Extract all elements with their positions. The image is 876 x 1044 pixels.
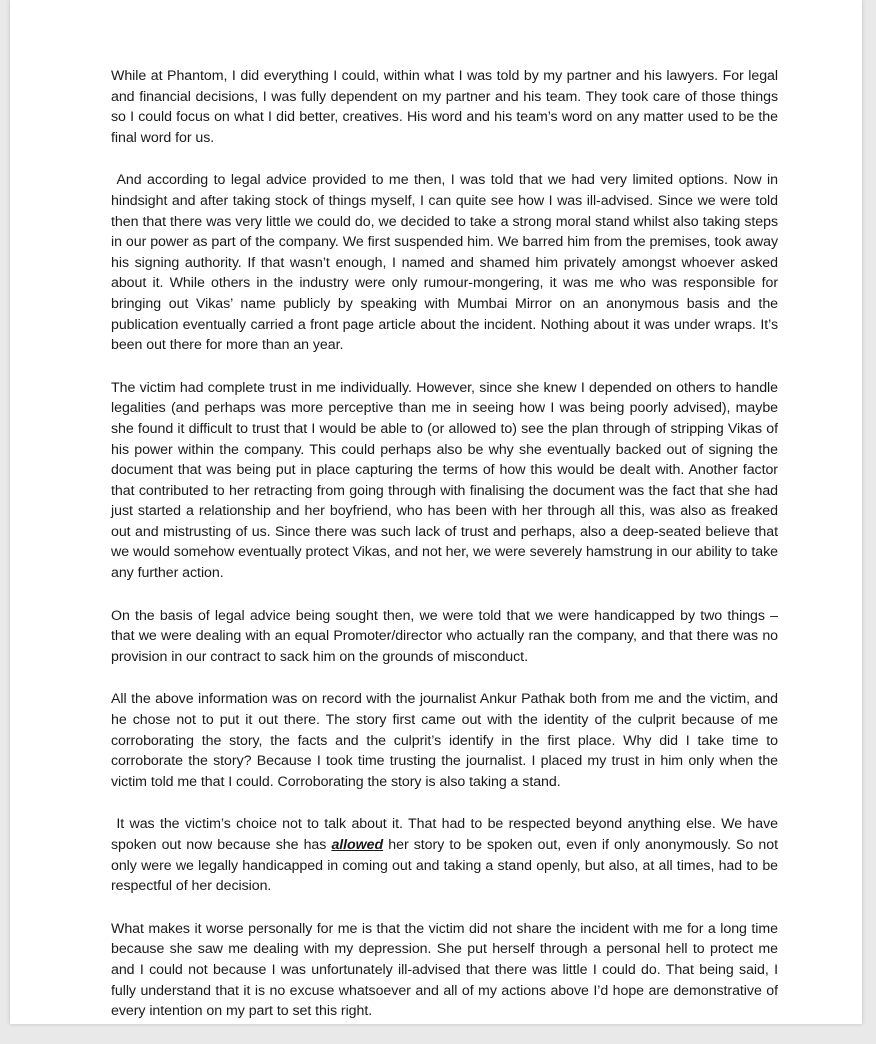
paragraph-6-end: her story to be spoken out, even if only anonymously. So not only were we legally handicapped in coming out and taking a stand openly, but also, at all times, had to be respectful of her decision. xyxy=(111,837,778,895)
paragraph-4: On the basis of legal advice being sought then, we were told that we were handicapped by two things – that we were dealing with an equal Promoter/director who actually ran the company, and that there was no provision in our contract to sack him on the grounds of misconduct. xyxy=(111,607,778,665)
paragraph-5: All the above information was on record with the journalist Ankur Pathak both from me and the victim, and he chose not to put it out there. The story first came out with the identity of the culprit because of me corroborating the story, the facts and the culprit’s identify in the first place. Why did I take time to corroborate the story? Because I took time trusting the journalist. I placed my trust in him only when the victim told me that I could. Corroborating the story is also taking a stand. xyxy=(111,691,778,790)
document-body xyxy=(111,66,778,1044)
paragraph-1: While at Phantom, I did everything I could, within what I was told by my partner and his lawyers. For legal and financial decisions, I was fully dependent on my partner and his team. They took care of those things so I could focus on what I did better, creatives. His word and his team’s word on any matter used to be the final word for us. xyxy=(111,68,778,146)
paragraph-6-start: It was the victim’s choice not to talk about it. That had to be respected beyond anything else. We have spoken out now because she has xyxy=(111,816,778,853)
emphasized-word: allowed xyxy=(331,837,384,853)
paragraph-7: What makes it worse personally for me is that the victim did not share the incident with me for a long time because she saw me dealing with my depression. She put herself through a personal hell to protect me and I could not because I was unfortunately ill-advised that there was little I could do. That being said, I fully understand that it is no excuse whatsoever and all of my actions above I’d hope are demonstrative of every intention on my part to set this right. xyxy=(111,920,778,1020)
paragraph-3: The victim had complete trust in me individually. However, since she knew I depended on others to handle legalities (and perhaps was more perceptive than me in seeing how I was being poorly advised), maybe she found it difficult to trust that I would be able to (or allowed to) see the plan through of stripping Vikas of his power within the company. This could perhaps also be why she eventually backed out of signing the document that was being put in place capturing the terms of how this would be dealt with. Another factor that contributed to her retracting from going through with finalising the document was the fact that she had just started a relationship and her boyfriend, who has been with her through all this, was also as freaked out and mistrusting of us. Since there was such lack of trust and perhaps, also a deep-seated believe that we would somehow eventually protect Vikas, and not her, we were severely hamstrung in our ability to take any further action. xyxy=(111,379,778,582)
paragraph-6 xyxy=(111,814,778,896)
paragraph-2: And according to legal advice provided to me then, I was told that we had very limited options. Now in hindsight and after taking stock of things myself, I can quite see how I was ill-advised. Since we were told then that there was very little we could do, we decided to take a strong moral stand whilst also taking steps in our power as part of the company. We first suspended him. We barred him from the premises, took away his signing authority. If that wasn’t enough, I named and shamed him privately amongst whoever asked about it. While others in the industry were only rumour-mongering, it was me who was responsible for bringing out Vikas’ name publicly by speaking with Mumbai Mirror on an anonymous basis and the publication eventually carried a front page article about the incident. Nothing about it was under wraps. It’s been out there for more than an year. xyxy=(111,172,778,354)
document-page xyxy=(10,0,862,1024)
